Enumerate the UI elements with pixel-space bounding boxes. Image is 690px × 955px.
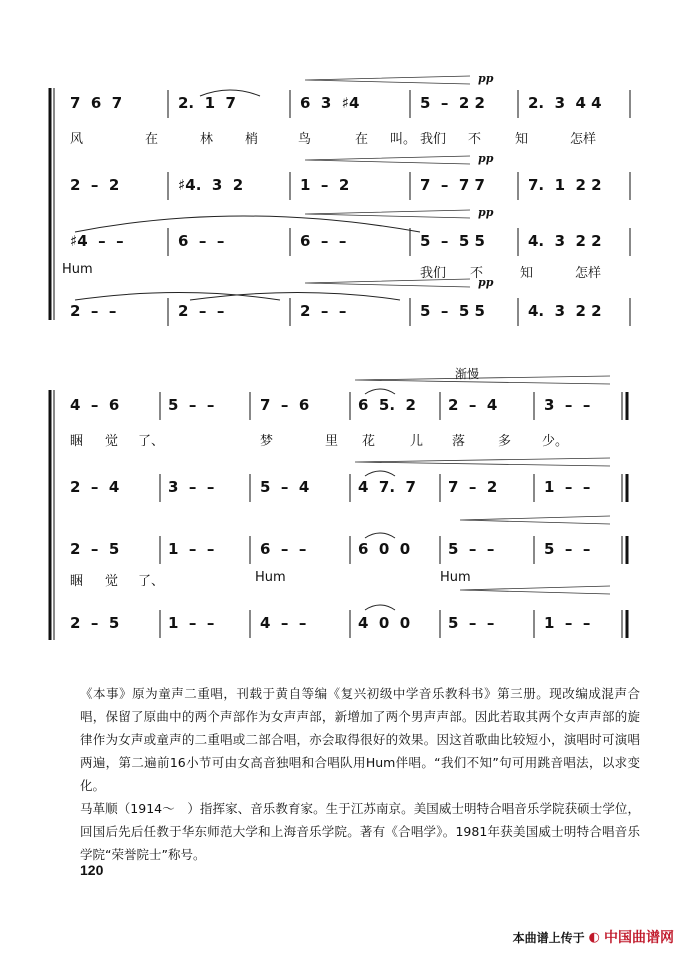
dynamic-marking: pp — [478, 276, 494, 289]
system2-alto-lyric: 觉 — [105, 574, 119, 589]
system2-measure: 5 – 4 — [260, 478, 310, 496]
system2-soprano-lyric: 睏 — [70, 434, 84, 449]
system2-measure: 6 5. 2 — [358, 396, 416, 414]
system2-measure: 6 – – — [260, 540, 307, 558]
system2-measure: 4 – 6 — [70, 396, 120, 414]
system2-measure: 5 – – — [448, 540, 495, 558]
system2-measure: 1 – – — [544, 478, 591, 496]
system2-soprano-lyric: 多 — [498, 434, 512, 449]
system1-measure: 2. 3 4 4 — [528, 94, 602, 112]
system2-measure: 1 – – — [168, 540, 215, 558]
system1-measure: 7 6 7 — [70, 94, 123, 112]
dynamic-marking: pp — [478, 72, 494, 85]
system1-measure: 4. 3 2 2 — [528, 302, 602, 320]
system2-measure: 7 – 6 — [260, 396, 310, 414]
system1-measure: 1 – 2 — [300, 176, 350, 194]
system1-alto-lyric: Hum — [62, 262, 93, 277]
system1-measure: 2 – 2 — [70, 176, 120, 194]
system1-measure: 2 – – — [300, 302, 347, 320]
dynamic-marking: pp — [478, 206, 494, 219]
footer-text: 本曲谱上传于 — [512, 930, 585, 945]
system2-soprano-lyric: 少。 — [542, 434, 569, 449]
system2-alto-lyric: Hum — [440, 570, 471, 585]
system1-soprano-lyric: 怎样 — [570, 132, 597, 147]
system1-soprano-lyric: 在 — [355, 132, 369, 147]
system2-measure: 3 – – — [168, 478, 215, 496]
system2-alto-lyric: Hum — [255, 570, 286, 585]
brand-logo-icon: ◐ — [588, 929, 600, 945]
composer-bio-paragraph: 马革顺（1914～ ）指挥家、音乐教育家。生于江苏南京。美国威士明特合唱音乐学院获硕士学位，回国后先后任教于华东师范大学和上海音乐学院。著有《合唱学》。1981年获美国威士明特合唱音乐学院“荣誉院士”称号。 — [80, 801, 640, 862]
commentary-paragraph: 《本事》原为童声二重唱，刊载于黄自等编《复兴初级中学音乐教科书》第三册。现改编成混声合唱，保留了原曲中的两个声部作为女声声部，新增加了两个男声声部。因此若取其两个女声声部的旋律作为女声或童声的二重唱或二部合唱，亦会取得很好的效果。因这首歌曲比较短小，演唱时可演唱两遍，第二遍前16小节可由女高音独唱和合唱队用Hum伴唱。“我们不知”句可用跳音唱法，以求变化。 — [80, 686, 640, 793]
system1-measure: 4. 3 2 2 — [528, 232, 602, 250]
system1-alto-lyric: 怎样 — [575, 266, 602, 281]
system2-soprano-lyric: 里 — [325, 434, 339, 449]
system1-alto-lyric: 不 — [470, 266, 484, 281]
system1-soprano-lyric: 知 — [515, 132, 529, 147]
system2-measure: 3 – – — [544, 396, 591, 414]
system1-alto-lyric: 知 — [520, 266, 534, 281]
system2-measure: 4 – – — [260, 614, 307, 632]
system2-measure: 2 – 4 — [448, 396, 498, 414]
system2-measure: 4 7. 7 — [358, 478, 416, 496]
system2-soprano-lyric: 觉 — [105, 434, 119, 449]
system1-measure: 2. 1 7 — [178, 94, 236, 112]
system1-soprano-lyric: 在 — [145, 132, 159, 147]
system2-alto-lyric: 了、 — [138, 574, 165, 589]
commentary-text — [80, 682, 640, 866]
system2-measure: 5 – – — [544, 540, 591, 558]
system2-alto-lyric: 睏 — [70, 574, 84, 589]
dynamic-marking: pp — [478, 152, 494, 165]
system2-soprano-lyric: 梦 — [260, 434, 274, 449]
system2-measure: 4 0 0 — [358, 614, 411, 632]
system2-measure: 2 – 4 — [70, 478, 120, 496]
system2-measure: 2 – 5 — [70, 614, 120, 632]
system1-measure: 7. 1 2 2 — [528, 176, 602, 194]
system2-measure: 6 0 0 — [358, 540, 411, 558]
system2-measure: 1 – – — [544, 614, 591, 632]
page-number: 120 — [80, 862, 104, 878]
system1-measure: 2 – – — [70, 302, 117, 320]
system2-soprano-lyric: 了、 — [138, 434, 165, 449]
system2-soprano-lyric: 儿 — [410, 434, 424, 449]
footer-watermark — [513, 927, 674, 947]
system1-soprano-lyric: 林 — [200, 132, 214, 147]
system1-measure: 5 – 5 5 — [420, 232, 485, 250]
system2-measure: 2 – 5 — [70, 540, 120, 558]
tempo-marking: 渐慢 — [455, 367, 480, 381]
system1-measure: 6 – – — [178, 232, 225, 250]
system2-measure: 5 – – — [168, 396, 215, 414]
system1-measure: 5 – 2 2 — [420, 94, 485, 112]
system1-measure: 6 3 ♯4 — [300, 94, 360, 112]
system2-measure: 5 – – — [448, 614, 495, 632]
system1-soprano-lyric: 叫。 — [390, 132, 417, 147]
system1-measure: 6 – – — [300, 232, 347, 250]
system1-soprano-lyric: 梢 — [245, 132, 259, 147]
system1-soprano-lyric: 我们 — [420, 132, 447, 147]
system2-soprano-lyric: 花 — [362, 434, 376, 449]
system1-soprano-lyric: 风 — [70, 132, 84, 147]
system1-measure: ♯4. 3 2 — [178, 176, 244, 194]
system1-measure: 5 – 5 5 — [420, 302, 485, 320]
system1-alto-lyric: 我们 — [420, 266, 447, 281]
system1-soprano-lyric: 不 — [468, 132, 482, 147]
system2-measure: 1 – – — [168, 614, 215, 632]
system1-measure: 2 – – — [178, 302, 225, 320]
system1-soprano-lyric: 鸟 — [298, 132, 312, 147]
system1-measure: 7 – 7 7 — [420, 176, 485, 194]
footer-brand: 中国曲谱网 — [604, 930, 674, 946]
system1-measure: ♯4 – – — [70, 232, 124, 250]
system2-soprano-lyric: 落 — [452, 434, 466, 449]
system2-measure: 7 – 2 — [448, 478, 498, 496]
